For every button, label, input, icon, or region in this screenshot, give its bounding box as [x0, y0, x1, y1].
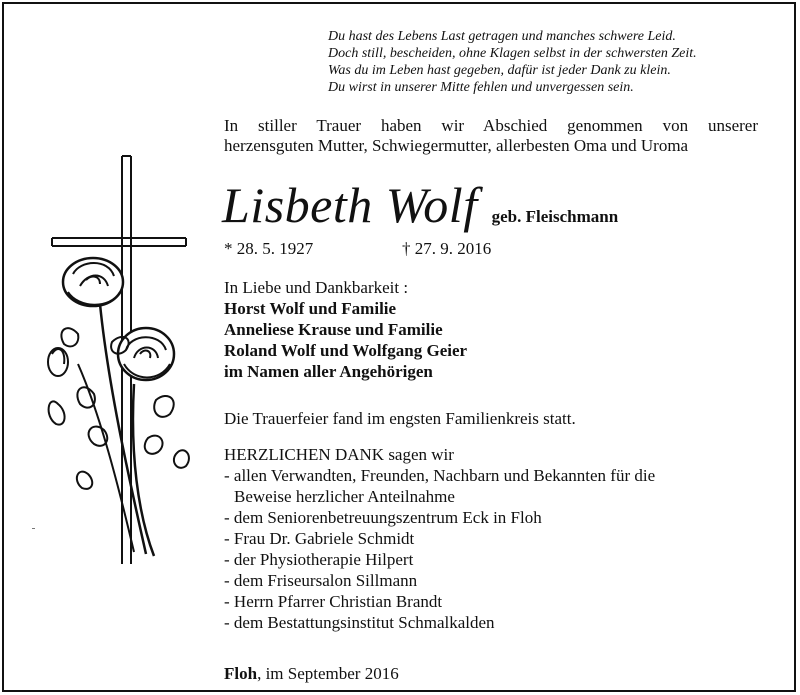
deceased-name: Lisbeth Wolf [222, 177, 478, 233]
thanks-item: - dem Friseursalon Sillmann [224, 571, 418, 590]
thanks-item: Beweise herzlicher Anteilnahme [234, 487, 455, 506]
birth-name: geb. Fleischmann [491, 207, 619, 226]
death-date: † 27. 9. 2016 [402, 239, 492, 258]
closing-date: , im September 2016 [257, 664, 399, 683]
obituary-frame [2, 2, 796, 692]
thanks-item: - der Physiotherapie Hilpert [224, 550, 414, 569]
memorial-poem [328, 28, 697, 96]
intro-line: herzensguten Mutter, Schwiegermutter, allerbesten Oma und Uroma [224, 136, 689, 155]
intro-line: In stiller Trauer haben wir Abschied genommen von unserer [224, 116, 758, 135]
thanks-block [224, 444, 655, 633]
thanks-item: - allen Verwandten, Freunden, Nachbarn und Bekannten für die [224, 466, 656, 485]
poem-line: Du hast des Lebens Last getragen und manches schwere Leid. [328, 29, 676, 44]
mourners-heading: In Liebe und Dankbarkeit : [224, 278, 409, 297]
mourner-name: Anneliese Krause und Familie [224, 320, 443, 339]
closing-place: Floh [224, 664, 258, 683]
mourner-name: Horst Wolf und Familie [224, 299, 397, 318]
cross-with-roses-icon [38, 154, 198, 574]
mourner-name: Roland Wolf und Wolfgang Geier [224, 341, 468, 360]
thanks-heading: HERZLICHEN DANK sagen wir [224, 445, 454, 464]
decorative-dot [32, 528, 35, 529]
funeral-note: Die Trauerfeier fand im engsten Familienkreis statt. [224, 409, 576, 428]
thanks-item: - dem Bestattungsinstitut Schmalkalden [224, 613, 495, 632]
closing-line [224, 663, 399, 684]
birth-date: * 28. 5. 1927 [224, 239, 314, 258]
poem-line: Du wirst in unserer Mitte fehlen und unvergessen sein. [328, 80, 634, 95]
thanks-item: - dem Seniorenbetreuungszentrum Eck in Floh [224, 508, 542, 527]
thanks-item: - Frau Dr. Gabriele Schmidt [224, 529, 415, 548]
mourners-block [224, 277, 467, 382]
poem-line: Was du im Leben hast gegeben, dafür ist jeder Dank zu klein. [328, 63, 671, 78]
intro-text [224, 116, 758, 156]
deceased-name-row [222, 176, 618, 234]
mourner-name: im Namen aller Angehörigen [224, 362, 433, 381]
thanks-item: - Herrn Pfarrer Christian Brandt [224, 592, 443, 611]
poem-line: Doch still, bescheiden, ohne Klagen selbst in der schwersten Zeit. [328, 46, 697, 61]
